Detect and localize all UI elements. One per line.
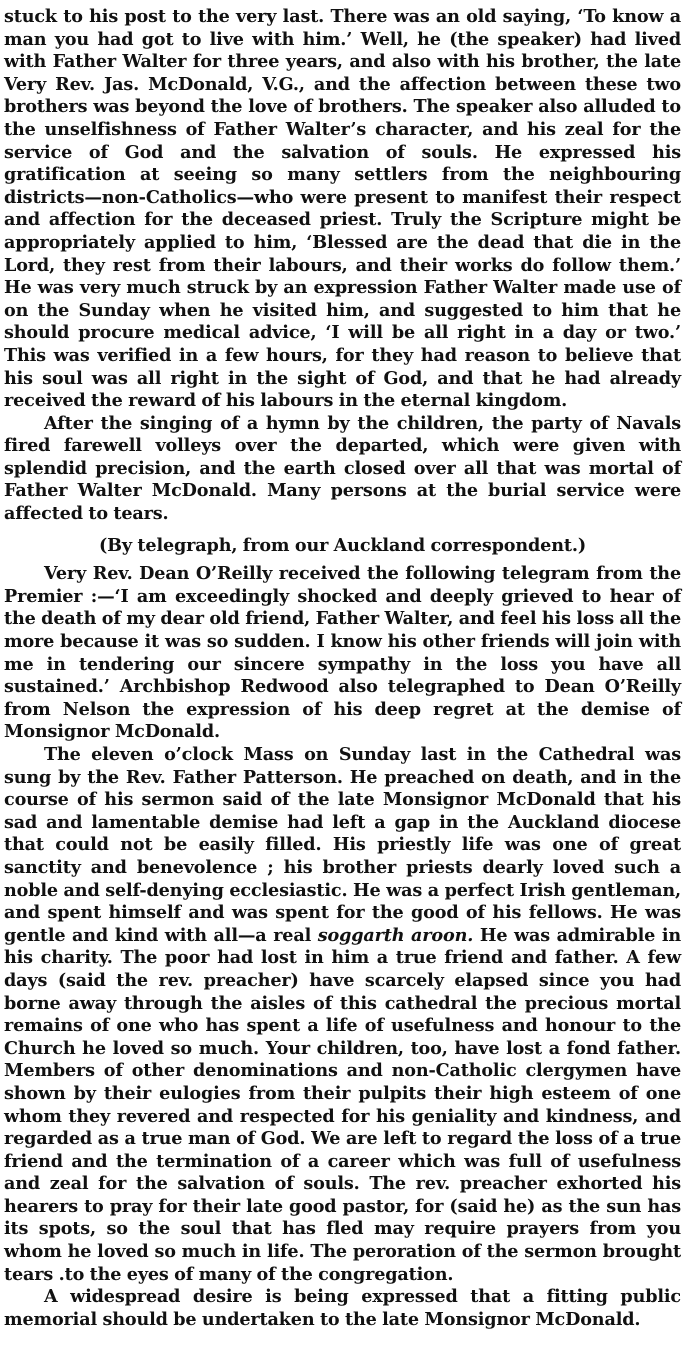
sermon-text-part-2: He was admirable in his charity. The poor had lost in him a true friend and father. A few days (said the rev. preacher) have scarcely elapsed since you had borne away through the aisles of this cathedral the precious mortal remains of one who has spent a life of usefulness and honour to the Church he loved so much. Your children, too, have lost a fond father. Members of other denominations and non-Catholic clergymen have shown by their eulogies from their pulpits their high esteem of one whom they revered and respected for his geniality and kindness, and regarded as a true man of God. We are left to regard the loss of a true friend and the termination of a career which was full of usefulness and zeal for the salvation of souls. The rev. preacher exhorted his hearers to pray for their late good pastor, for (said he) as the sun has its spots, so the soul that has fled may require prayers from you whom he loved so much in life. The peroration of the sermon brought tears .to the eyes of many of the congregation. bbox=[4, 924, 681, 1285]
paragraph-cathedral-sermon bbox=[4, 744, 681, 1286]
paragraph-premier-telegram: Very Rev. Dean O’Reilly received the following telegram from the Premier :—‘I am exceedingly shocked and deeply grieved to hear of the death of my dear old friend, Father Walter, and feel his loss all the more because it was so sudden. I know his other friends will join with me in tendering our sincere sympathy in the loss you have all sustained.’ Archbishop Redwood also telegraphed to Dean O’Reilly from Nelson the expression of his deep regret at the demise of Monsignor McDonald. bbox=[4, 563, 681, 743]
section-heading-telegraph: (By telegraph, from our Auckland correspondent.) bbox=[98, 534, 586, 556]
paragraph-funeral-address: stuck to his post to the very last. There was an old saying, ‘To know a man you had got to live with him.’ Well, he (the speaker) had lived with Father Walter for three years, and also with his brother, the late Very Rev. Jas. McDonald, V.G., and the affection between these two brothers was beyond the love of brothers. The speaker also alluded to the unselfishness of Father Walter’s character, and his zeal for the service of God and the salvation of souls. He expressed his gratification at seeing so many settlers from the neighbouring districts—non-Catholics—who were present to manifest their respect and affection for the deceased priest. Truly the Scripture might be appropriately applied to him, ‘Blessed are the dead that die in the Lord, they rest from their labours, and their works do follow them.’ He was very much struck by an expression Father Walter made use of on the Sunday when he visited him, and suggested to him that he should procure medical advice, ‘I will be all right in a day or two.’ This was verified in a few hours, for they had reason to believe that his soul was all right in the sight of God, and that he had already received the reward of his labours in the eternal kingdom. bbox=[4, 6, 681, 412]
sermon-text-part-1: The eleven o’clock Mass on Sunday last in the Cathedral was sung by the Rev. Father Patterson. He preached on death, and in the course of his sermon said of the late Monsignor McDonald that his sad and lamentable demise had left a gap in the Auckland diocese that could not be easily filled. His priestly life was one of great sanctity and benevolence ; his brother priests dearly loved such a noble and self-denying ecclesiastic. He was a perfect Irish gentleman, and spent himself and was spent for the good of his fellows. He was gentle and kind with all—a real bbox=[4, 744, 681, 946]
paragraph-memorial: A widespread desire is being expressed that a fitting public memorial should be undertaken to the late Monsignor McDonald. bbox=[4, 1286, 681, 1330]
sermon-italic-phrase: soggarth aroon. bbox=[317, 924, 474, 946]
paragraph-burial-volleys: After the singing of a hymn by the children, the party of Navals fired farewell volleys over the departed, which were given with splendid precision, and the earth closed over all that was mortal of Father Walter McDonald. Many persons at the burial service were affected to tears. bbox=[4, 412, 681, 525]
